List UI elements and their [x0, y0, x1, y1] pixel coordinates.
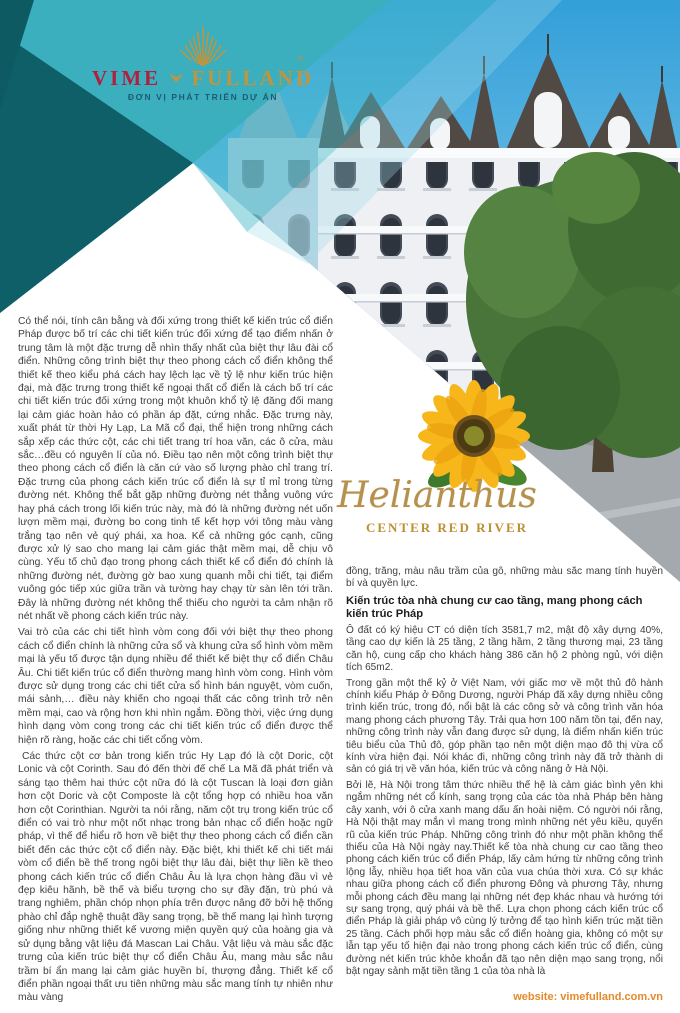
brand-name-fulland: FULLAND [191, 66, 314, 90]
section-heading: Kiến trúc tòa nhà chung cư cao tầng, mang phong cách kiến trúc Pháp [346, 594, 643, 621]
paragraph: Các thức cột cơ bản trong kiến trúc Hy Lạp đó là cột Doric, cột Lonic và cột Corinth. Sau đó đến thời đế chế La Mã đã phát triển và sáng tạo thêm hai thức cột nữa đó là cột Tuscan là loại đơn giản hơn cột Doric và cột Composte là cột tổng hợp có nhiều hoa văn hơn cột Corinthian. Người ta nói rằng, năm cột trụ trong kiến trúc cổ điển có vai trò như một nốt nhạc trong bản nhạc cổ điển hoặc ngữ pháp, vì thế để hiểu rõ hơn về biệt thự theo phong cách cổ điển cần biết đến các thức cột cổ điển này. Đặc biệt, khi thiết kế chi tiết mái vòm cổ điển bề thế trong ngôi biệt thự lâu đài, biệt thự liền kề theo phong cách kiến trúc cổ điển Châu Âu là lựa chọn hàng đầu vì vẻ đẹp kiêu hãnh, bề thế và biểu tượng cho sự đầy đặn, trù phú và trang nghiêm, phần chóp nhọn phía trên được nâng đỡ bởi hệ thống phào chỉ đắp nghệ thuật đầy sang trọng, bề thế mang lại hình tượng giống như những thiết kế vương miện quyền quý của hoàng gia và sử dụng bằng vật liệu đá Mascan Lai Châu. Vật liệu và màu sắc đặc trưng của kiến trúc biệt thự cổ điển Châu Âu, mang màu sắc nâu trầm bí ẩn mang lại cảm giác huyền bí, thượng đẳng. Thiết kế cổ điển phần ngoại thất ưu tiên những màu sắc mang tính tự nhiên như màu vàng [18, 751, 333, 1004]
footer-website-link[interactable]: website: vimefulland.com.vn [513, 991, 663, 1003]
brand-v-icon [168, 73, 184, 84]
project-logo [322, 388, 608, 566]
article-left-column [18, 315, 333, 1007]
project-subtitle: CENTER RED RIVER [365, 520, 529, 535]
paragraph: Ô đất có ký hiệu CT có diện tích 3581,7 m2, mật độ xây dựng 40%, tầng cao dự kiến là 25 tầng, 2 tầng hầm, 2 tầng thương mại, 23 tầng căn hộ, cung cấp cho khách hàng 386 căn hộ 2 phòng ngủ, với diện tích 65m2. [346, 625, 663, 674]
paragraph: Có thể nói, tính cân bằng và đối xứng trong thiết kế kiến trúc cổ điển Pháp được bố trí các chi tiết kiến trúc đối xứng để tạo điểm nhấn ở trung tâm là một đặc trưng dễ nhìn thấy nhất của biệt thự lâu đài cổ điển. Những công trình biệt thự theo phong cách cổ điển không thể thiết kế theo kiểu phá cách hay lệch lạc về tỷ lệ như kiến trúc hiện đại, mà đặc trưng trong thiết kế ngoại thất cổ điển là cách bố trí các chi tiết kiến trúc đối xứng trong một khuôn khổ tỷ lệ đăng đối mang lại cảm giác hoàn hảo có phần áp đặt, cứng nhắc. Đặc trưng này, xuất phát từ thời Hy Lạp, La Mã cổ đại, thể hiện trong những cách sắp xếp các thức cột, các chi tiết trang trí hoa văn, các ô cửa, màu sắc…đều có nguyên lí của nó. Điều tạo nên một công trình biệt thự theo phong cách cổ điển là căn cứ vào số lượng phào chỉ trang trí. Đặc trưng của phong cách kiến trúc cổ điển là sự tỉ mỉ trong từng đường nét. Không thể bắt gặp những đường nét thẳng vuông vức hay phá cách trong lối kiến trúc này, mà đó là những đường nét uốn lượn mềm mại, đường bo cong tinh tế kết hợp với tông màu vàng trắng tạo nên vẻ quý phái, xa hoa. Kể cả những góc cạnh, cũng được xử lý sao cho mang lại cảm giác thật mềm mại, dễ chịu vô cùng. Yếu tố chủ đạo trong phong cách thiết kế cổ điển đó chính là những đường nét, đường gờ bao xung quanh mỗi chi tiết, tại điểm vuông góc tiếp xúc giữa trần và tường hay chạy từ sàn lên tới trần. Đây là những đường nét không thể thiếu cho người ta cảm nhận rõ nét nhất về phong cách kiến trúc này. [18, 316, 333, 622]
brand-name-vime: VIME [92, 66, 162, 90]
registered-mark: ® [298, 56, 304, 63]
brand-tagline: ĐƠN VỊ PHÁT TRIỂN DỰ ÁN [127, 92, 279, 102]
project-name: Helianthus [337, 475, 537, 516]
paragraph: Trong gần một thế kỷ ở Việt Nam, với giấc mơ về một thủ đô hành chính kiểu Pháp ở Đông Dương, người Pháp đã xây dựng nhiều công trình kiến trúc, trong đó, nổi bật là các công sở và công trình văn hóa mang phong cách phương Tây. Trải qua hơn 100 năm tồn tại, đến nay, những công trình này vẫn đang được sử dụng, là điểm nhấn kiến trúc tiêu biểu của Thủ đô, góp phần tạo nên một diện mạo đô thị vừa cổ kính vừa hiện đại. Nói khác đi, những công trình này đã trở thành di sản có giá trị về văn hóa, kiến trúc và công năng ở Hà Nội. [346, 677, 663, 776]
article-right-column [346, 566, 663, 990]
carryover-paragraph: đồng, trắng, màu nâu trầm của gỗ, những màu sắc mang tính huyền bí và quyền lực. [346, 566, 663, 590]
brand-logo [92, 26, 314, 102]
paragraph: Vai trò của các chi tiết hình vòm cong đối với biệt thự theo phong cách cổ điển chính là những cửa sổ và khung cửa sổ hình vòm mềm mại là yếu tố được tận dụng nhiều để thiết kế biệt thự cổ điển Châu Âu. Chi tiết kiến trúc cổ điển thường mang hình vòm cong. Hình vòm được sử dụng trong các chi tiết cửa sổ hình bán nguyệt, vòm cuốn, mái sảnh,… điều này khiến cho ngoại thất các công trình trở nên mềm mại, cao và rộng hơn khi nhìn ngắm. Đồng thời, việc ứng dụng hình dạng vòm cong trong các chi tiết kiến trúc cổ điển được thể hiện rõ ràng, hoặc các chi tiết cổng vòm. [18, 627, 333, 746]
paragraph: Bởi lẽ, Hà Nội trong tâm thức nhiều thế hệ là cảm giác bình yên khi ngắm những nét cổ kính, sang trọng của các tòa nhà Pháp bên hàng cây xanh, với ô cửa xanh mang dấu ấn hoài niệm. Có người nói rằng, Hà Nội thật may mắn vì mang trong mình những nét yêu kiều, quyến rũ của kiến trúc Pháp. Những công trình đó như một phần không thể thiếu của Hà Nội ngày nay.Thiết kế tòa nhà chung cư cao tầng theo phong cách kiến trúc cổ điển Pháp, lấy cảm hứng từ những công trình lộng lẫy, nhiều họa tiết hoa văn của vua chúa thời xưa. Có sự khác nhau giữa phong cách cổ điển phương Đông và phương Tây, nhưng mỗi phong cách đều mang lại những nét đẹp khác nhau và hướng tới sự sang trọng, quý phái và bề thế. Lựa chọn phong cách kiến trúc cổ điển Pháp là giải pháp vô cùng lý tưởng để tạo hình kiến trúc mặt tiền 25 tầng. Cách phối hợp màu sắc cổ điển hoàng gia, không có một sự lẫn tạp yếu tố hiện đại nào trong phong cách kiến trúc cổ điển, cùng đường nét kiến trúc khỏe khoắn đã tạo nên diện mạo sang trọng, nổi bật ngay sảnh mặt tiền tầng 1 của tòa nhà là [346, 779, 663, 977]
brand-fan-icon [176, 26, 230, 66]
